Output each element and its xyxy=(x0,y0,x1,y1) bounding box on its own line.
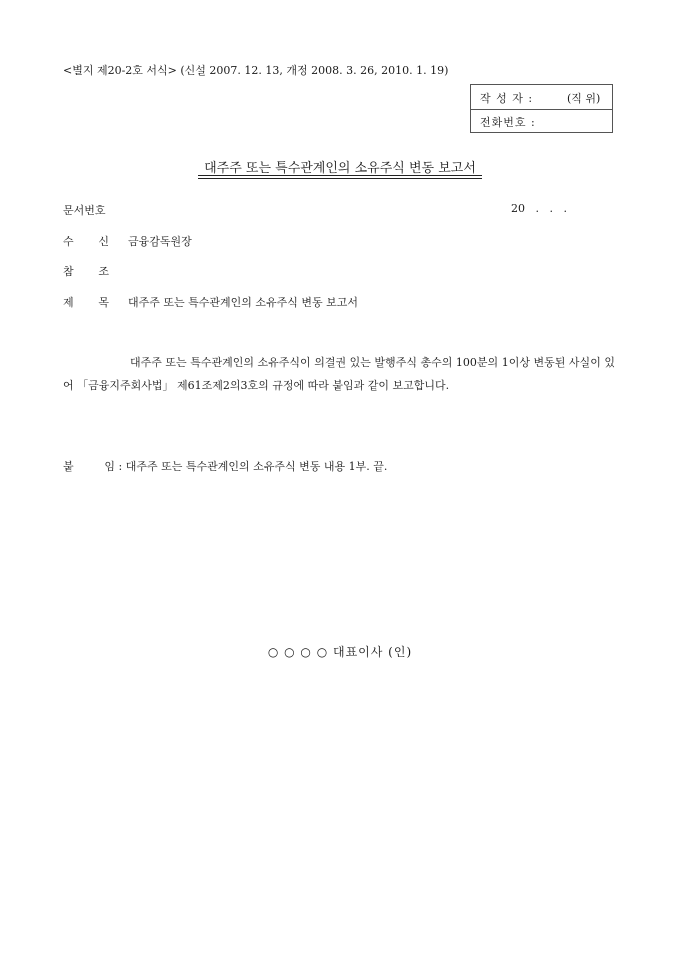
subject-label-char2: 목 xyxy=(98,296,109,309)
signature-line: ○ ○ ○ ○ 대표이사 (인) xyxy=(267,645,413,659)
attachment-label-char2: 임 xyxy=(104,460,115,473)
doc-number-label: 문서번호 xyxy=(63,204,106,217)
writer-label: 작 성 자 : xyxy=(480,92,534,105)
recipient-label-char2: 신 xyxy=(98,235,109,248)
reference-label-char1: 참 xyxy=(63,265,74,278)
reference-label xyxy=(63,263,109,279)
position-label: (직 위) xyxy=(567,92,601,105)
phone-row xyxy=(471,109,612,133)
recipient-label-char1: 수 xyxy=(63,235,74,248)
form-reference: <별지 제20-2호 서식> (신설 2007. 12. 13, 개정 2008. 3. 26, 2010. 1. 19) xyxy=(63,64,449,77)
subject-label-char1: 제 xyxy=(63,296,74,309)
phone-label: 전화번호 : xyxy=(480,116,536,129)
subject-label xyxy=(63,294,109,310)
date-text: 20 . . . xyxy=(511,202,567,215)
attachment-label-char1: 붙 xyxy=(63,460,74,473)
subject-value: 대주주 또는 특수관계인의 소유주식 변동 보고서 xyxy=(128,296,359,309)
recipient-value: 금융감독원장 xyxy=(128,235,192,248)
title-double-underline xyxy=(198,175,482,179)
document-title: 대주주 또는 특수관계인의 소유주식 변동 보고서 xyxy=(204,161,476,176)
attachment-line xyxy=(63,458,387,474)
writer-info-box xyxy=(470,84,613,133)
recipient-label xyxy=(63,233,109,249)
reference-label-char2: 조 xyxy=(98,265,109,278)
attachment-text: : 대주주 또는 특수관계인의 소유주식 변동 내용 1부. 끝. xyxy=(118,460,388,473)
body-paragraph: 대주주 또는 특수관계인의 소유주식이 의결권 있는 발행주식 총수의 100분의 1이상 변동된 사실이 있어 「금융지주회사법」 제61조제2의3호의 규정에 따라 붙임과 같이 보고합니다. xyxy=(63,356,615,392)
writer-row xyxy=(471,85,612,110)
